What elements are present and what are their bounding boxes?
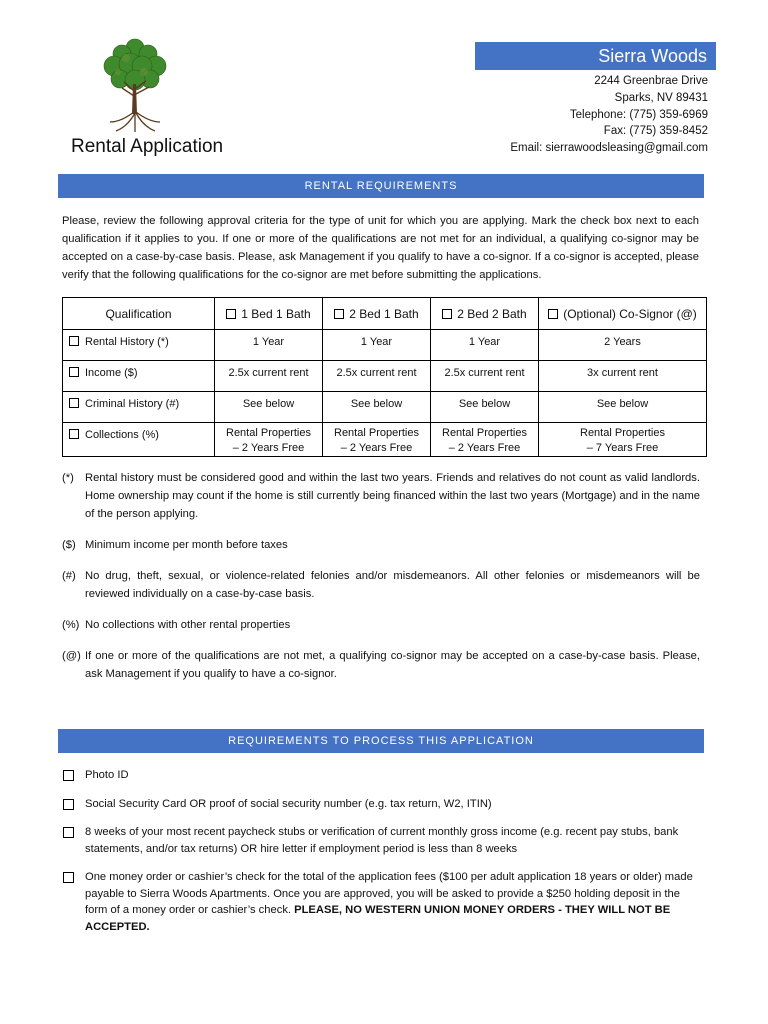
row-label: Income ($) (63, 361, 215, 392)
fax-line: Fax: (775) 359-8452 (603, 125, 708, 138)
table-cell: Rental Properties – 2 Years Free (323, 423, 431, 457)
table-cell: Rental Properties – 2 Years Free (431, 423, 539, 457)
footnote (62, 616, 700, 634)
checkbox-2bed1bath[interactable] (334, 309, 344, 319)
tree-icon (100, 36, 170, 136)
footnote-mark: (@) (62, 650, 81, 662)
table-cell: See below (431, 392, 539, 423)
checkbox-1bed1bath[interactable] (226, 309, 236, 319)
row-label: Collections (%) (63, 423, 215, 457)
table-row (63, 392, 707, 423)
checkbox-application-fee[interactable] (63, 872, 74, 883)
table-header-row (63, 298, 707, 330)
company-name: Sierra Woods (475, 42, 716, 70)
footnote (62, 647, 700, 683)
table-cell: 1 Year (215, 330, 323, 361)
footnote-text: Rental history must be considered good and within the last two years. Friends and relatives do not count as valid landlords. Home ownership may count if the home is still currently being financed within the last two years (Mortgage) and in the name of the person applying. (85, 472, 700, 520)
footnote-mark: (*) (62, 472, 74, 484)
footnote-text: No collections with other rental properties (85, 619, 291, 631)
footnote-mark: ($) (62, 539, 76, 551)
checklist-item-text: Photo ID (85, 769, 129, 781)
checkbox-rental-history[interactable] (69, 336, 79, 346)
column-header: (Optional) Co-Signor (@) (539, 298, 707, 330)
footnote-text: Minimum income per month before taxes (85, 539, 288, 551)
checkbox-2bed2bath[interactable] (442, 309, 452, 319)
footnote (62, 567, 700, 603)
address-line: 2244 Greenbrae Drive (594, 75, 708, 87)
footnote-mark: (#) (62, 570, 76, 582)
footnotes (62, 469, 700, 696)
contact-block (510, 73, 708, 157)
column-header: 2 Bed 2 Bath (431, 298, 539, 330)
table-cell: 2.5x current rent (215, 361, 323, 392)
checkbox-photo-id[interactable] (63, 770, 74, 781)
table-cell: See below (323, 392, 431, 423)
table-cell: Rental Properties – 7 Years Free (539, 423, 707, 457)
checkbox-criminal-history[interactable] (69, 398, 79, 408)
checklist-item (63, 767, 703, 784)
checkbox-income[interactable] (69, 367, 79, 377)
footnote (62, 469, 700, 523)
row-label: Criminal History (#) (63, 392, 215, 423)
email-line: Email: sierrawoodsleasing@gmail.com (510, 142, 708, 155)
qualification-table (62, 297, 707, 457)
column-header: 1 Bed 1 Bath (215, 298, 323, 330)
telephone-line: Telephone: (775) 359-6969 (569, 108, 708, 121)
table-cell: 2.5x current rent (431, 361, 539, 392)
table-row (63, 361, 707, 392)
requirements-checklist (63, 767, 703, 947)
table-cell: 3x current rent (539, 361, 707, 392)
table-cell: Rental Properties – 2 Years Free (215, 423, 323, 457)
column-header: 2 Bed 1 Bath (323, 298, 431, 330)
footnote (62, 536, 700, 554)
intro-paragraph: Please, review the following approval criteria for the type of unit for which you are applying. Mark the check box next to each qualification if it applies to you. If one or more of the qualifications are not met for an individual, a qualifying co-signor may be accepted on a case-by-case basis. Please, ask Management if you qualify to have a co-signor. If a co-signor is accepted, please verify that the following qualifications for the co-signor are met before submitting the applications. (62, 215, 699, 281)
checklist-item (63, 869, 703, 935)
table-cell: 2.5x current rent (323, 361, 431, 392)
checkbox-cosignor[interactable] (548, 309, 558, 319)
table-row (63, 423, 707, 457)
checklist-item-text: Social Security Card OR proof of social security number (e.g. tax return, W2, ITIN) (85, 797, 492, 810)
section-heading-process-requirements: REQUIREMENTS TO PROCESS THIS APPLICATION (58, 729, 704, 753)
footnote-text: If one or more of the qualifications are not met, a qualifying co-signor may be accepted on a case-by-case basis. Please, ask Management if you qualify to have a co-signor. (85, 650, 700, 680)
warning-text: PLEASE, NO WESTERN UNION MONEY ORDERS - THEY WILL NOT BE ACCEPTED. (85, 904, 671, 933)
checkbox-paycheck-stubs[interactable] (63, 827, 74, 838)
checklist-item-text: One money order or cashier’s check for the total of the application fees ($100 per adult application 18 years or older) made payable to Sierra Woods Apartments. Once you are approved, you will be asked to provide a $250 holding deposit in the form of a money order or cashier’s check. PLEASE, NO WESTERN UNION MONEY ORDERS - THEY WILL NOT BE ACCEPTED. (85, 871, 693, 933)
address-line: Sparks, NV 89431 (614, 91, 708, 104)
checklist-item (63, 824, 703, 857)
table-cell: See below (539, 392, 707, 423)
document-title: Rental Application (71, 136, 224, 157)
section-heading-rental-requirements: RENTAL REQUIREMENTS (58, 174, 704, 198)
column-header: Qualification (63, 298, 215, 330)
table-row (63, 330, 707, 361)
checkbox-collections[interactable] (69, 429, 79, 439)
checklist-item (63, 796, 703, 813)
table-cell: See below (215, 392, 323, 423)
footnote-mark: (%) (62, 619, 80, 631)
checkbox-social-security[interactable] (63, 799, 74, 810)
table-cell: 1 Year (431, 330, 539, 361)
table-cell: 2 Years (539, 330, 707, 361)
table-cell: 1 Year (323, 330, 431, 361)
footnote-text: No drug, theft, sexual, or violence-related felonies and/or misdemeanors. All other felonies or misdemeanors will be reviewed individually on a case-by-case basis. (85, 570, 700, 600)
row-label: Rental History (*) (63, 330, 215, 361)
checklist-item-text: 8 weeks of your most recent paycheck stubs or verification of current monthly gross income (e.g. recent pay stubs, bank statements, and/or tax returns) OR hire letter if employment period is less than 8 weeks (85, 826, 679, 855)
